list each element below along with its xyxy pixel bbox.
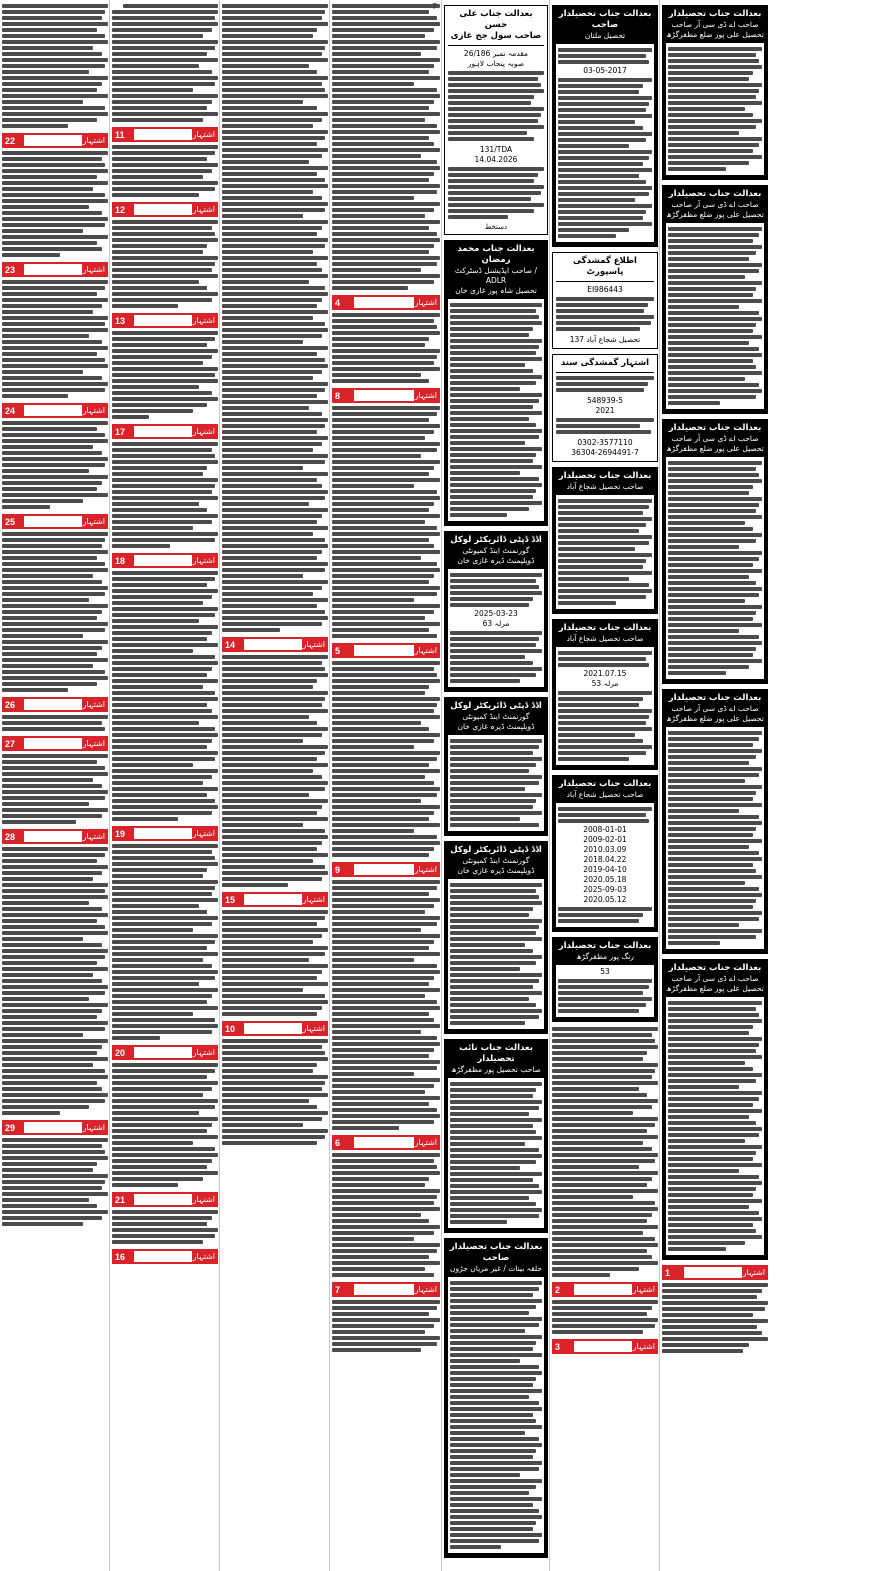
ad-label: اشتہار — [414, 1138, 437, 1147]
column-7 — [660, 0, 770, 1571]
text-block — [556, 418, 654, 434]
text-block — [112, 145, 218, 197]
notice-subtitle: صاحب اے ڈی سی آر صاحب — [671, 200, 759, 209]
court-notice-alipur-2[interactable] — [662, 185, 768, 414]
text-block — [222, 4, 328, 632]
record-date: 2020.05.18 — [583, 875, 627, 884]
ad-title-plate — [24, 135, 82, 146]
notice-subtitle: صاحب اے ڈی سی آر صاحب — [671, 974, 759, 983]
notice-subtitle-2: تحصیل علی پور ضلع مظفرگڑھ — [666, 210, 764, 219]
ad-header-25[interactable] — [2, 514, 108, 529]
ad-number: 9 — [335, 864, 341, 875]
notice-title: بعدالت جناب تحصیلدار — [668, 693, 762, 703]
ad-title-plate — [354, 1137, 414, 1148]
text-block — [2, 280, 108, 398]
ad-header-2[interactable] — [552, 1282, 658, 1297]
text-block — [332, 1300, 440, 1352]
notice-subtitle: صاحب تحصیل شجاع آباد — [566, 482, 644, 491]
notice-body — [556, 803, 654, 927]
column-5 — [442, 0, 550, 1571]
ad-number: 3 — [555, 1341, 561, 1352]
record-date: 2019-04-10 — [583, 865, 627, 874]
text-block — [2, 532, 108, 692]
ad-number: 6 — [335, 1137, 341, 1148]
column-2 — [110, 0, 220, 1571]
ad-header-14[interactable] — [222, 637, 328, 652]
ad-label: اشتہار — [82, 265, 105, 274]
ad-header-28[interactable] — [2, 829, 108, 844]
ad-title-plate — [134, 315, 192, 326]
text-block — [2, 754, 108, 824]
ad-header-12[interactable] — [112, 202, 218, 217]
ad-title-plate — [134, 555, 192, 566]
record-date: 2021.07.15 — [583, 669, 627, 678]
ad-label: اشتہار — [82, 832, 105, 841]
text-block — [222, 1039, 328, 1145]
text-block — [2, 421, 108, 509]
ad-title-plate — [24, 264, 82, 275]
ad-title-plate — [24, 405, 82, 416]
text-block — [2, 151, 108, 257]
ad-header-26[interactable] — [2, 697, 108, 712]
ad-number: 20 — [115, 1047, 126, 1058]
notice-title: اڈڈ ڈپٹی ڈائریکٹر لوکل — [450, 845, 542, 855]
notice-body — [666, 997, 764, 1255]
ad-header-17[interactable] — [112, 424, 218, 439]
signature-label: دستخط — [484, 223, 508, 231]
notice-subtitle: صاحب سول جج غازی — [450, 31, 542, 41]
notice-title: اشتہار گمشدگی سند — [560, 358, 650, 368]
ad-number: 1 — [665, 1267, 671, 1278]
ad-label: اشتہار — [414, 865, 437, 874]
ad-label: اشتہار — [302, 1024, 325, 1033]
notice-subtitle-3: ڈویلپمنٹ ڈیرہ غازی خان — [457, 866, 535, 875]
notice-subtitle: صاحب تحصیل شجاع آباد — [566, 790, 644, 799]
text-block — [2, 4, 108, 128]
ad-title-plate — [354, 297, 414, 308]
ad-header-3[interactable] — [552, 1339, 658, 1354]
ad-title-plate — [354, 390, 414, 401]
text-block — [112, 220, 218, 308]
court-notice-shujabad-3[interactable] — [552, 775, 658, 932]
ad-label: اشتہار — [82, 739, 105, 748]
column-3 — [220, 0, 330, 1571]
address-line: تحصیل شجاع آباد 137 — [569, 335, 641, 344]
court-notice-7[interactable] — [444, 1238, 548, 1558]
text-block — [332, 4, 440, 290]
text-block — [112, 571, 218, 821]
notice-subtitle: حلقہ بینات / غیر مریاں جڑوں — [450, 1264, 542, 1273]
case-number: مقدمہ نمبر 26/186 — [463, 49, 529, 58]
notice-subtitle: تحصیل ملتان — [584, 31, 626, 40]
ad-label: اشتہار — [82, 406, 105, 415]
notice-subtitle: گورنمنٹ اینڈ کمیونٹی — [462, 546, 530, 555]
text-block — [112, 4, 218, 122]
text-block — [112, 1063, 218, 1187]
ad-title-plate — [134, 204, 192, 215]
notice-title: بعدالت جناب تحصیلدار — [558, 471, 652, 481]
ad-title-plate — [134, 426, 192, 437]
notice-subtitle-2: تحصیل علی پور ضلع مظفرگڑھ — [666, 714, 764, 723]
ad-label: اشتہار — [82, 1123, 105, 1132]
text-block — [112, 331, 218, 419]
ad-number: 2 — [555, 1284, 561, 1295]
ad-header-16[interactable] — [112, 1249, 218, 1264]
ad-number: 24 — [5, 405, 16, 416]
ad-label: اشتہار — [414, 646, 437, 655]
divider — [556, 281, 654, 282]
ad-number: 15 — [225, 894, 236, 905]
text-block — [112, 844, 218, 1040]
ad-header-21[interactable] — [112, 1192, 218, 1207]
text-block — [222, 910, 328, 1016]
ad-label: اشتہار — [192, 829, 215, 838]
notice-body — [666, 43, 764, 175]
notice-title: بعدالت جناب تحصیلدار — [558, 779, 652, 789]
ad-number: 10 — [225, 1023, 236, 1034]
ad-label: اشتہار — [192, 316, 215, 325]
ad-header-6[interactable] — [332, 1135, 440, 1150]
ad-header-29[interactable] — [2, 1120, 108, 1135]
ad-label: اشتہار — [742, 1268, 765, 1277]
notice-body — [666, 457, 764, 679]
record-date: 2010.03.09 — [583, 845, 627, 854]
ad-header-5[interactable] — [332, 643, 440, 658]
ad-number: 18 — [115, 555, 126, 566]
notice-date: 14.04.2026 — [474, 155, 518, 164]
notice-body — [448, 735, 544, 831]
ad-title-plate — [134, 1251, 192, 1262]
court-notice-2[interactable] — [444, 240, 548, 526]
ad-number: 16 — [115, 1251, 126, 1262]
ad-number: 17 — [115, 426, 126, 437]
notice-body — [448, 1277, 544, 1553]
notice-title: بعدالت جناب تحصیلدار — [668, 9, 762, 19]
ad-label: اشتہار — [192, 1252, 215, 1261]
ad-label: اشتہار — [632, 1342, 655, 1351]
notice-subtitle: رنگ پور مظفرگڑھ — [576, 952, 634, 961]
ad-header-1[interactable] — [662, 1265, 768, 1280]
record-date: 2008-01-01 — [583, 825, 627, 834]
notice-subtitle-2: تحصیل علی پور ضلع مظفرگڑھ — [666, 444, 764, 453]
notice-body — [448, 879, 544, 1029]
ad-header-15[interactable] — [222, 892, 328, 907]
ad-title-plate — [574, 1341, 632, 1352]
column-1 — [0, 0, 110, 1571]
contact-cnic: 36304-2694491-7 — [571, 448, 639, 457]
ad-header-22[interactable] — [2, 133, 108, 148]
notice-subtitle-3: ڈویلپمنٹ ڈیرہ غازی خان — [457, 722, 535, 731]
ad-header-27[interactable] — [2, 736, 108, 751]
notice-subtitle: صاحب اے ڈی سی آر صاحب — [671, 434, 759, 443]
notice-title: بعدالت جناب تحصیلدار — [668, 189, 762, 199]
ad-number: 8 — [335, 390, 341, 401]
notice-title: اطلاع گمشدگی پاسپورٹ — [573, 256, 637, 277]
reference-code: 131/TDA — [479, 145, 513, 154]
notice-subtitle-2: تحصیل علی پور ضلع مظفرگڑھ — [666, 30, 764, 39]
ad-label: اشتہار — [302, 895, 325, 904]
ad-label: اشتہار — [192, 205, 215, 214]
lost-passport-notice[interactable] — [552, 252, 658, 349]
notice-body — [666, 727, 764, 949]
ad-header-20[interactable] — [112, 1045, 218, 1060]
text-block — [332, 661, 440, 857]
ad-header-19[interactable] — [112, 826, 218, 841]
notice-body — [448, 299, 544, 521]
ad-title-plate — [24, 831, 82, 842]
ad-title-plate — [354, 645, 414, 656]
ad-label: اشتہار — [414, 1285, 437, 1294]
notice-title: بعدالت جناب محمد رمضان — [457, 244, 535, 265]
text-block — [556, 376, 654, 392]
region-label: صوبہ پنجاب لاہور — [467, 59, 525, 68]
notice-title: بعدالت جناب تحصیلدار — [558, 623, 652, 633]
passport-number: EI986443 — [587, 285, 623, 294]
text-block — [448, 71, 544, 141]
court-notice-3[interactable] — [444, 531, 548, 692]
court-notice-alipur-3[interactable] — [662, 419, 768, 684]
ad-number: 19 — [115, 828, 126, 839]
text-block — [332, 406, 440, 638]
text-block — [2, 847, 108, 1115]
ad-title-plate — [24, 738, 82, 749]
contact-phone: 0302-3577110 — [577, 438, 633, 447]
ad-header-11[interactable] — [112, 127, 218, 142]
ad-title-plate — [134, 129, 192, 140]
notice-body — [448, 1078, 544, 1228]
ad-label: اشتہار — [192, 1048, 215, 1057]
notice-title: بعدالت جناب تحصیلدار صاحب — [449, 1242, 543, 1263]
court-notice-6[interactable] — [444, 1039, 548, 1233]
ad-label: اشتہار — [192, 556, 215, 565]
ad-label: اشتہار — [82, 700, 105, 709]
ad-number: 27 — [5, 738, 16, 749]
notice-subtitle: صاحب ایڈیشنل ڈسٹرکٹ / ADLR — [454, 266, 538, 285]
notice-subtitle-2: تحصیل شاہ پور غازی خان — [455, 286, 537, 295]
ad-number: 11 — [115, 129, 125, 140]
ad-title-plate — [684, 1267, 742, 1278]
ad-label: اشتہار — [192, 1195, 215, 1204]
column-6 — [550, 0, 660, 1571]
column-4 — [330, 0, 442, 1571]
court-notice-alipur-4[interactable] — [662, 689, 768, 954]
text-block — [552, 1300, 658, 1334]
text-block — [222, 655, 328, 887]
ad-number: 13 — [115, 315, 126, 326]
ad-number: 22 — [5, 135, 16, 146]
ad-header-8[interactable] — [332, 388, 440, 403]
notice-title: بعدالت جناب تحصیلدار — [668, 963, 762, 973]
ad-header-23[interactable] — [2, 262, 108, 277]
area-value: 53 مرلہ — [591, 679, 619, 688]
notice-body — [556, 965, 654, 1017]
roll-number: 548939-5 — [586, 396, 624, 405]
ad-header-24[interactable] — [2, 403, 108, 418]
lost-certificate-notice[interactable] — [552, 354, 658, 462]
court-notice-rangpur[interactable] — [552, 937, 658, 1022]
text-block — [2, 1138, 108, 1226]
ad-label: اشتہار — [192, 427, 215, 436]
notice-subtitle: صاحب اے ڈی سی آر صاحب — [671, 704, 759, 713]
court-notice-1[interactable] — [444, 5, 548, 235]
court-notice-shujabad-2[interactable] — [552, 619, 658, 770]
ad-number: 28 — [5, 831, 16, 842]
notice-subtitle: صاحب اے ڈی سی آر صاحب — [671, 20, 759, 29]
area-value: 63 مرلہ — [482, 619, 510, 628]
ad-header-18[interactable] — [112, 553, 218, 568]
text-block — [448, 167, 544, 219]
ad-title-plate — [134, 1194, 192, 1205]
ad-label: اشتہار — [414, 391, 437, 400]
text-block — [552, 1027, 658, 1277]
divider — [556, 372, 654, 373]
court-notice-alipur-1[interactable] — [662, 5, 768, 180]
notice-title: بعدالت جناب علی حسن — [459, 9, 533, 30]
notice-body — [556, 647, 654, 765]
ad-title-plate — [24, 1122, 82, 1133]
ad-number: 4 — [335, 297, 341, 308]
ad-number: 5 — [335, 645, 341, 656]
ad-number: 25 — [5, 516, 16, 527]
notice-title: بعدالت جناب تحصیلدار — [558, 941, 652, 951]
ad-title-plate — [244, 1023, 302, 1034]
court-notice-alipur-5[interactable] — [662, 959, 768, 1260]
notice-title: اڈڈ ڈپٹی ڈائریکٹر لوکل — [450, 701, 542, 711]
ad-title-plate — [24, 699, 82, 710]
notice-subtitle: گورنمنٹ اینڈ کمیونٹی — [462, 856, 530, 865]
ad-title-plate — [574, 1284, 632, 1295]
notice-subtitle: صاحب تحصیل پور مظفرگڑھ — [451, 1065, 541, 1074]
notice-body — [448, 569, 544, 687]
ad-number: 29 — [5, 1122, 16, 1133]
record-date: 2018.04.22 — [583, 855, 627, 864]
text-block — [112, 442, 218, 548]
ad-number: 26 — [5, 699, 16, 710]
notice-subtitle: صاحب تحصیل شجاع آباد — [566, 634, 644, 643]
ad-number: 12 — [115, 204, 126, 215]
ad-header-9[interactable] — [332, 862, 440, 877]
notice-title: بعدالت جناب نائب تحصیلدار — [459, 1043, 533, 1064]
record-value: 53 — [600, 967, 610, 976]
ad-label: اشتہار — [632, 1285, 655, 1294]
court-notice-4[interactable] — [444, 697, 548, 836]
divider — [448, 45, 544, 46]
ad-title-plate — [354, 864, 414, 875]
notice-subtitle-2: تحصیل علی پور ضلع مظفرگڑھ — [666, 984, 764, 993]
ad-title-plate — [354, 1284, 414, 1295]
text-block — [112, 1210, 218, 1244]
exam-year: 2021 — [595, 406, 615, 415]
text-block — [662, 1283, 768, 1353]
ad-label: اشتہار — [302, 640, 325, 649]
text-block — [332, 880, 440, 1130]
notice-date: 03-05-2017 — [583, 66, 627, 75]
notice-title: بعدالت جناب تحصیلدار صاحب — [558, 9, 652, 30]
ad-header-13[interactable] — [112, 313, 218, 328]
text-block — [556, 297, 654, 331]
ad-number: 14 — [225, 639, 236, 650]
ad-header-10[interactable] — [222, 1021, 328, 1036]
notice-title: بعدالت جناب تحصیلدار — [668, 423, 762, 433]
notice-subtitle-3: ڈویلپمنٹ ڈیرہ غازی خان — [457, 556, 535, 565]
ad-header-7[interactable] — [332, 1282, 440, 1297]
ad-label: اشتہار — [82, 517, 105, 526]
record-date: 2025-09-03 — [583, 885, 627, 894]
ad-title-plate — [244, 894, 302, 905]
text-block — [332, 1153, 440, 1277]
notice-date: 2025-03-23 — [474, 609, 518, 618]
ad-label: اشتہار — [192, 130, 215, 139]
ad-title-plate — [134, 828, 192, 839]
notice-body — [556, 495, 654, 609]
ad-label: اشتہار — [82, 136, 105, 145]
ad-title-plate — [244, 639, 302, 650]
notice-body — [556, 44, 654, 242]
court-notice-multan[interactable] — [552, 5, 658, 247]
ad-number: 21 — [115, 1194, 126, 1205]
ad-number: 7 — [335, 1284, 341, 1295]
text-block — [332, 313, 440, 383]
ad-header-4[interactable] — [332, 295, 440, 310]
ad-title-plate — [134, 1047, 192, 1058]
text-block — [2, 715, 108, 731]
court-notice-5[interactable] — [444, 841, 548, 1034]
record-date: 2020.05.12 — [583, 895, 627, 904]
ad-number: 23 — [5, 264, 16, 275]
court-notice-shujabad-1[interactable] — [552, 467, 658, 614]
notice-body — [666, 223, 764, 409]
notice-subtitle: گورنمنٹ اینڈ کمیونٹی — [462, 712, 530, 721]
notice-title: اڈڈ ڈپٹی ڈائریکٹر لوکل — [450, 535, 542, 545]
ad-label: اشتہار — [414, 298, 437, 307]
ad-title-plate — [24, 516, 82, 527]
record-date: 2009-02-01 — [583, 835, 627, 844]
